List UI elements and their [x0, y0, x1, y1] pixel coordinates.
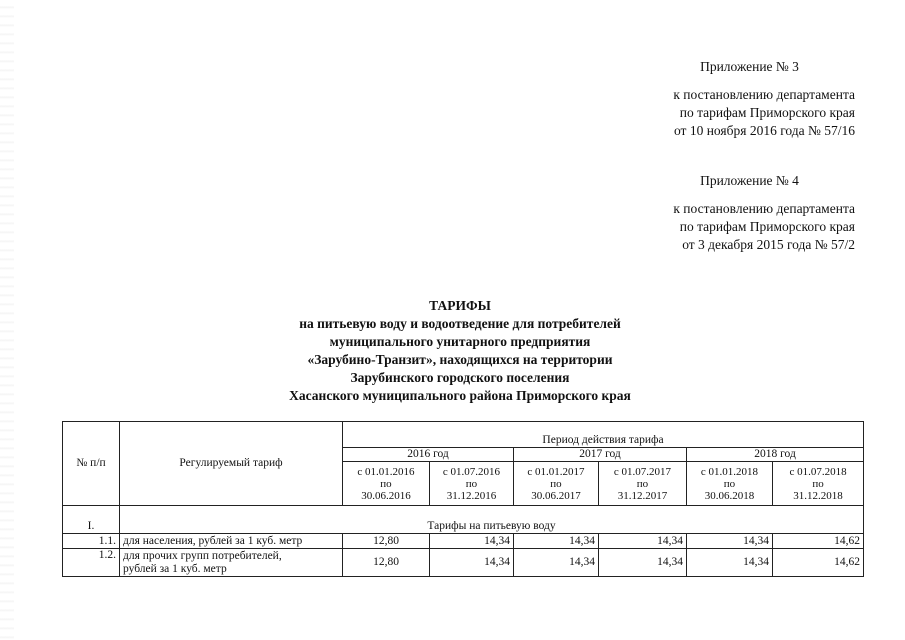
appendix-4-line: от 3 декабря 2015 года № 57/2 — [682, 237, 855, 252]
header-period-cell: с 01.07.2017 по 31.12.2017 — [599, 462, 687, 506]
tariff-value: 14,34 — [514, 549, 599, 577]
title-line: на питьевую воду и водоотведение для потребителей — [299, 316, 621, 331]
tariff-value: 14,34 — [687, 549, 773, 577]
header-period-cell: с 01.07.2018 по 31.12.2018 — [773, 462, 864, 506]
scan-edge-artifact — [0, 0, 14, 640]
tariff-value: 14,34 — [430, 549, 514, 577]
appendix-4-line: к постановлению департамента — [673, 201, 855, 216]
row-label: для населения, рублей за 1 куб. метр — [120, 534, 343, 549]
header-period-cell: с 01.01.2018 по 30.06.2018 — [687, 462, 773, 506]
header-period-cell: с 01.01.2016 по 30.06.2016 — [343, 462, 430, 506]
row-label: для прочих групп потребителей, рублей за 1 куб. метр — [120, 549, 343, 577]
header-year-2016: 2016 год — [343, 448, 514, 462]
document-title — [200, 297, 720, 405]
title-line: муниципального унитарного предприятия — [329, 334, 591, 349]
tariff-value: 12,80 — [343, 549, 430, 577]
appendix-4-block — [640, 172, 855, 254]
title-heading: ТАРИФЫ — [429, 298, 491, 313]
header-regulated-tariff: Регулируемый тариф — [120, 422, 343, 506]
appendix-3-number: Приложение № 3 — [700, 59, 799, 74]
appendix-3-line: от 10 ноября 2016 года № 57/16 — [673, 123, 855, 138]
appendix-3-block — [640, 58, 855, 140]
section-label: Тарифы на питьевую воду — [120, 506, 864, 534]
tariff-value: 14,34 — [599, 549, 687, 577]
title-line: Хасанского муниципального района Приморского края — [289, 388, 631, 403]
title-line: «Зарубино-Транзит», находящихся на территории — [307, 352, 613, 367]
appendix-4-number: Приложение № 4 — [700, 173, 799, 188]
tariff-value: 14,62 — [773, 549, 864, 577]
appendix-4-line: по тарифам Приморского края — [679, 219, 855, 234]
header-period: Период действия тарифа — [343, 422, 864, 448]
appendix-3-line: по тарифам Приморского края — [679, 105, 855, 120]
section-number: I. — [63, 506, 120, 534]
tariff-value: 14,34 — [430, 534, 514, 549]
header-period-cell: с 01.07.2016 по 31.12.2016 — [430, 462, 514, 506]
header-row-number: № п/п — [63, 422, 120, 506]
tariff-table — [62, 421, 864, 577]
header-year-2018: 2018 год — [687, 448, 864, 462]
row-number: 1.1. — [63, 534, 120, 549]
header-year-2017: 2017 год — [514, 448, 687, 462]
tariff-value: 14,34 — [514, 534, 599, 549]
header-period-cell: с 01.01.2017 по 30.06.2017 — [514, 462, 599, 506]
appendix-3-line: к постановлению департамента — [673, 87, 855, 102]
tariff-value: 14,34 — [687, 534, 773, 549]
row-number: 1.2. — [63, 549, 120, 577]
title-line: Зарубинского городского поселения — [350, 370, 570, 385]
tariff-value: 12,80 — [343, 534, 430, 549]
tariff-value: 14,62 — [773, 534, 864, 549]
tariff-value: 14,34 — [599, 534, 687, 549]
